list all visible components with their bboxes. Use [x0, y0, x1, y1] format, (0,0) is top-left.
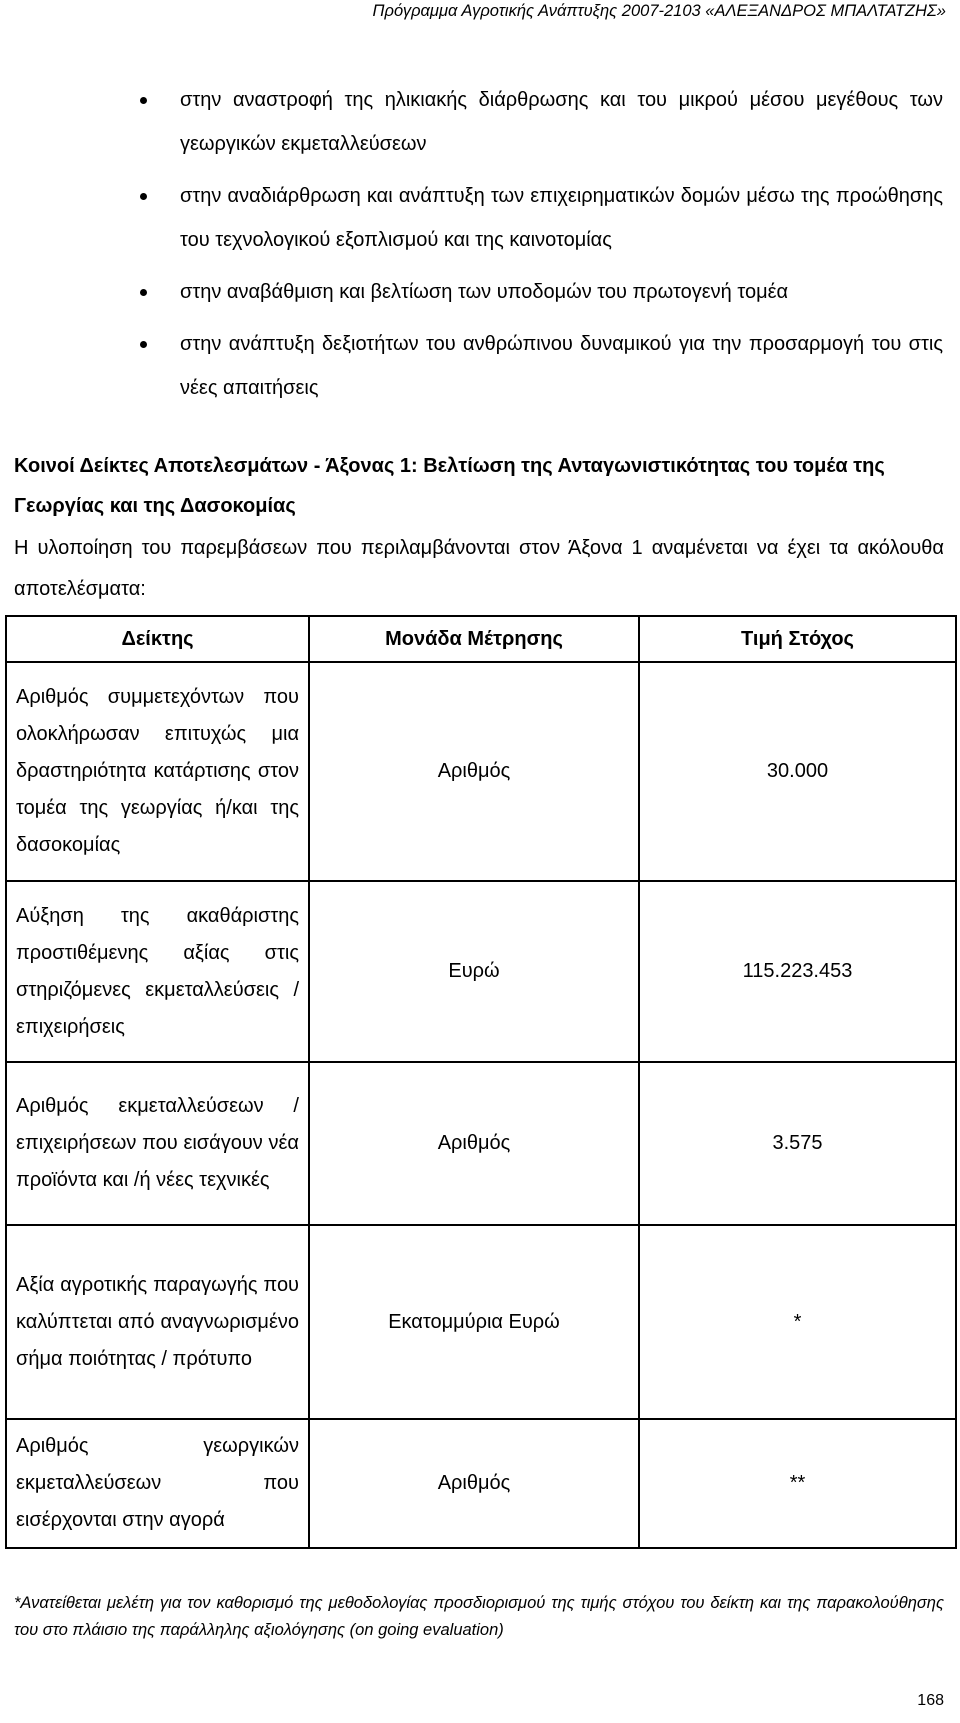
- bullet-item: [0, 174, 960, 262]
- target-cell: 30.000: [639, 662, 956, 881]
- unit-cell: Αριθμός: [309, 1419, 639, 1548]
- table-row: [6, 1225, 956, 1419]
- footnote: *Ανατείθεται μελέτη για τον καθορισμό της μεθοδολογίας προσδιορισμού της τιμής στόχου του δείκτη και της παρακολούθησης του στο πλάισιο της παράλληλης αξιολόγησης (on going evaluation): [14, 1594, 944, 1639]
- page-number: 168: [917, 1692, 944, 1709]
- bullet-item: [0, 270, 960, 314]
- bullet-list: [0, 78, 960, 410]
- target-cell: 115.223.453: [639, 881, 956, 1062]
- header-indicator: Δείκτης: [6, 616, 309, 662]
- target-cell: 3.575: [639, 1062, 956, 1225]
- unit-cell: Αριθμός: [309, 1062, 639, 1225]
- indicators-table: [5, 615, 957, 1549]
- bullet-item: [0, 322, 960, 410]
- bullet-item: [0, 78, 960, 166]
- indicator-cell: Αύξηση της ακαθάριστης προστιθέμενης αξίας στις στηριζόμενες εκμεταλλεύσεις / επιχειρήσεις: [6, 881, 309, 1062]
- table-row: [6, 1062, 956, 1225]
- unit-cell: Αριθμός: [309, 662, 639, 881]
- table-row: [6, 1419, 956, 1548]
- indicator-cell: Αριθμός εκμεταλλεύσεων / επιχειρήσεων που εισάγουν νέα προϊόντα και /ή νέες τεχνικές: [6, 1062, 309, 1225]
- bullet-icon: [140, 289, 147, 296]
- bullet-text: στην αναβάθμιση και βελτίωση των υποδομών του πρωτογενή τομέα: [180, 281, 789, 303]
- header-unit: Μονάδα Μέτρησης: [309, 616, 639, 662]
- indicator-cell: Αριθμός συμμετεχόντων που ολοκλήρωσαν επιτυχώς μια δραστηριότητα κατάρτισης στον τομέα της γεωργίας ή/και της δασοκομίας: [6, 662, 309, 881]
- section-heading: Κοινοί Δείκτες Αποτελεσμάτων - Άξονας 1: Βελτίωση της Ανταγωνιστικότητας του τομέα της Γεωργίας και της Δασοκομίας: [14, 455, 885, 517]
- indicator-cell: Αριθμός γεωργικών εκμεταλλεύσεων που εισέρχονται στην αγορά: [6, 1419, 309, 1548]
- indicator-cell: Αξία αγροτικής παραγωγής που καλύπτεται από αναγνωρισμένο σήμα ποιότητας / πρότυπο: [6, 1225, 309, 1419]
- bullet-text: στην ανάπτυξη δεξιοτήτων του ανθρώπινου δυναμικού για την προσαρμογή του στις νέες απαιτήσεις: [180, 333, 943, 399]
- bullet-icon: [140, 193, 147, 200]
- running-header: Πρόγραμμα Αγροτικής Ανάπτυξης 2007-2103 «ΑΛΕΞΑΝΔΡΟΣ ΜΠΑΛΤΑΤΖΗΣ»: [372, 2, 946, 20]
- unit-cell: Εκατομμύρια Ευρώ: [309, 1225, 639, 1419]
- bullet-icon: [140, 341, 147, 348]
- target-cell: **: [639, 1419, 956, 1548]
- table-header-row: [6, 616, 956, 662]
- header-target: Τιμή Στόχος: [639, 616, 956, 662]
- unit-cell: Ευρώ: [309, 881, 639, 1062]
- bullet-text: στην αναστροφή της ηλικιακής διάρθρωσης και του μικρού μέσου μεγέθους των γεωργικών εκμεταλλεύσεων: [180, 89, 943, 155]
- bullet-text: στην αναδιάρθρωση και ανάπτυξη των επιχειρηματικών δομών μέσω της προώθησης του τεχνολογικού εξοπλισμού και της καινοτομίας: [180, 185, 943, 251]
- bullet-icon: [140, 97, 147, 104]
- intro-paragraph: Η υλοποίηση του παρεμβάσεων που περιλαμβάνονται στον Άξονα 1 αναμένεται να έχει τα ακόλουθα αποτελέσματα:: [14, 537, 944, 600]
- table-row: [6, 662, 956, 881]
- table-row: [6, 881, 956, 1062]
- target-cell: *: [639, 1225, 956, 1419]
